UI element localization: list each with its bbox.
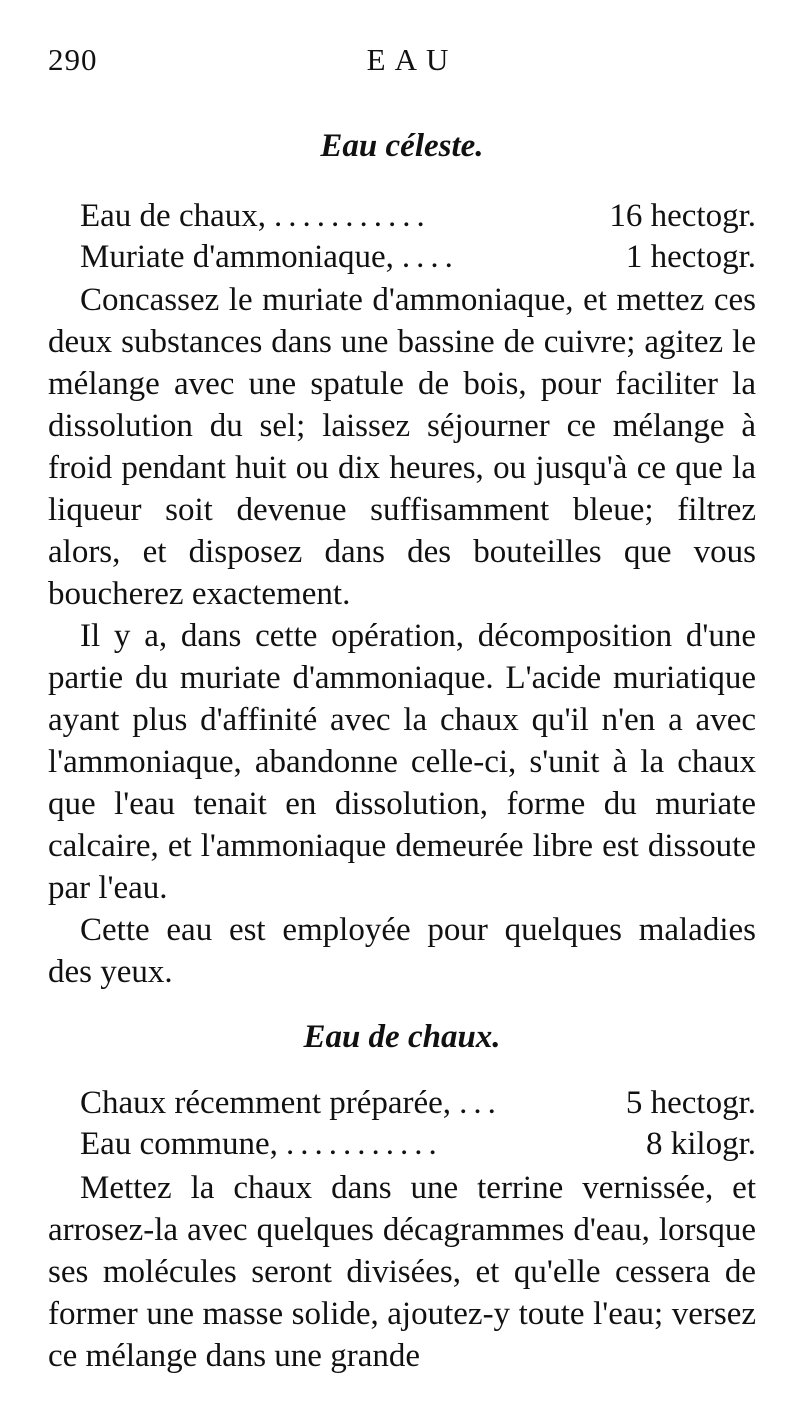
body-paragraph: Mettez la chaux dans une terrine vernissée, et arrosez-la avec quelques décagrammes d'eau, lorsque ses molécules seront divisées, et qu'elle cessera de former une masse solide, ajoutez-y toute l'eau; versez ce mélange dans une grande [48, 1170, 756, 1374]
leader-dots: .... [401, 239, 459, 275]
ingredient-name: Chaux récemment préparée, [80, 1085, 452, 1121]
section-title-eau-celeste: Eau céleste. [320, 128, 484, 164]
ingredient-list-eau-celeste [48, 196, 756, 278]
ingredient-row [80, 237, 756, 278]
ingredient-name: Eau de chaux, [80, 198, 266, 234]
ingredient-row [80, 196, 756, 237]
section-title-eau-de-chaux: Eau de chaux. [303, 1019, 501, 1055]
leader-dots: ........... [274, 198, 431, 234]
page-header [48, 28, 756, 84]
ingredient-quantity: 16 hectogr. [609, 198, 756, 234]
page-number: 290 [48, 42, 98, 77]
running-title: EAU [366, 42, 458, 77]
ingredient-quantity: 5 hectogr. [625, 1085, 756, 1121]
ingredient-name: Muriate d'ammoniaque, [80, 239, 394, 275]
book-page [48, 28, 756, 1377]
leader-dots: ... [459, 1085, 502, 1121]
ingredient-name: Eau commune, [80, 1126, 278, 1162]
leader-dots: ........... [285, 1126, 443, 1162]
ingredient-quantity: 8 kilogr. [645, 1126, 756, 1162]
ingredient-list-eau-de-chaux [48, 1083, 756, 1165]
body-paragraph: Cette eau est employée pour quelques maladies des yeux. [48, 912, 756, 990]
ingredient-quantity: 1 hectogr. [625, 239, 756, 275]
ingredient-row [80, 1124, 756, 1165]
body-paragraph: Concassez le muriate d'ammoniaque, et mettez ces deux substances dans une bassine de cuivre; agitez le mélange avec une spatule de bois, pour faciliter la dissolution du sel; laissez séjourner ce mélange à froid pendant huit ou dix heures, ou jusqu'à ce que la liqueur soit devenue suffisamment bleue; filtrez alors, et disposez dans des bouteilles que vous boucherez exactement. [48, 282, 756, 612]
ingredient-row [80, 1083, 756, 1124]
body-paragraph: Il y a, dans cette opération, décomposition d'une partie du muriate d'ammoniaque. L'acide muriatique ayant plus d'affinité avec la chaux qu'il n'en a avec l'ammoniaque, abandonne celle-ci, s'unit à la chaux que l'eau tenait en dissolution, forme du muriate calcaire, et l'ammoniaque demeurée libre est dissoute par l'eau. [48, 618, 756, 906]
